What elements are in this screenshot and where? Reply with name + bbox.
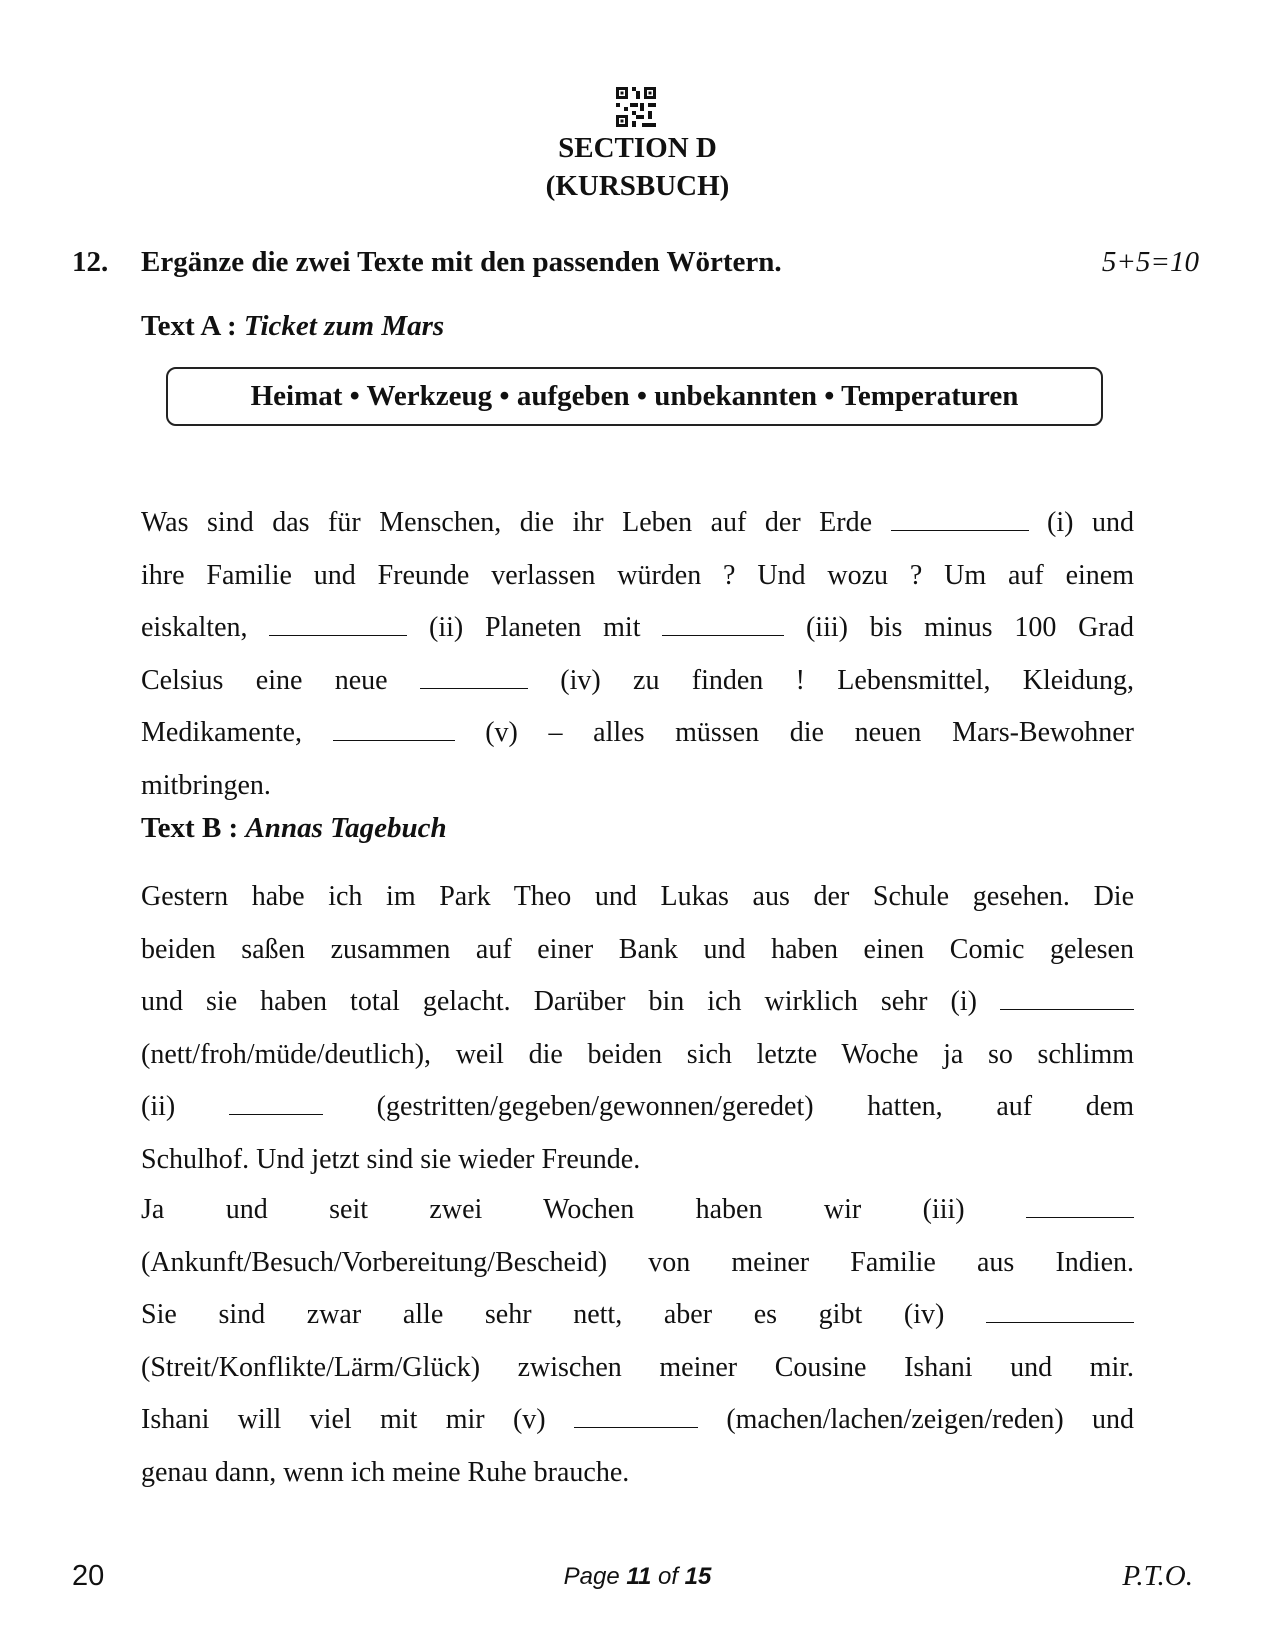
text-line: Schulhof. Und jetzt sind sie wieder Freunde. bbox=[141, 1143, 641, 1175]
blank-a-v[interactable] bbox=[333, 718, 455, 741]
text-a-heading bbox=[141, 310, 444, 343]
blank-a-i[interactable] bbox=[891, 508, 1029, 531]
text-line: Was sind das für Menschen, die ihr Leben auf der Erde (i) und bbox=[141, 507, 1134, 538]
paper-code: 20 bbox=[72, 1560, 105, 1592]
text-a-label: Text A : bbox=[141, 310, 237, 342]
word-box: Heimat • Werkzeug • aufgeben • unbekannten • Temperaturen bbox=[166, 367, 1103, 426]
text-line: (Streit/Konflikte/Lärm/Glück) zwischen meiner Cousine Ishani und mir. bbox=[141, 1351, 1134, 1383]
text-line: Ja und seit zwei Wochen haben wir (iii) bbox=[141, 1184, 1134, 1237]
blank-b-iv[interactable] bbox=[986, 1300, 1134, 1323]
text-line: beiden saßen zusammen auf einer Bank und haben einen Comic gelesen bbox=[141, 933, 1134, 965]
text-line: (ii) (gestritten/gegeben/gewonnen/geredet) hatten, auf dem bbox=[141, 1091, 1135, 1122]
text-b-label: Text B : bbox=[141, 812, 239, 844]
blank-b-ii[interactable] bbox=[229, 1092, 323, 1115]
text-b-paragraph-1 bbox=[141, 871, 1134, 1186]
text-line: mitbringen. bbox=[141, 769, 271, 801]
text-line: Celsius eine neue (iv) zu finden ! Lebensmittel, Kleidung, bbox=[141, 664, 1134, 696]
question-marks: 5+5=10 bbox=[1101, 246, 1199, 278]
text-b-title: Annas Tagebuch bbox=[245, 812, 447, 844]
text-line: Ishani will viel mit mir (v) (machen/lachen/zeigen/reden) und bbox=[141, 1404, 1135, 1435]
blank-a-iii[interactable] bbox=[662, 613, 784, 636]
blank-b-i[interactable] bbox=[1000, 987, 1134, 1010]
text-line: ihre Familie und Freunde verlassen würden ? Und wozu ? Um auf einem bbox=[141, 559, 1134, 591]
text-b-heading bbox=[141, 812, 447, 845]
text-line: und sie haben total gelacht. Darüber bin ich wirklich sehr (i) bbox=[141, 976, 1134, 1029]
text-line: eiskalten, (ii) Planeten mit (iii) bis minus 100 Grad bbox=[141, 612, 1135, 643]
blank-a-ii[interactable] bbox=[269, 613, 407, 636]
blank-b-v[interactable] bbox=[574, 1405, 698, 1428]
question-instruction: Ergänze die zwei Texte mit den passenden Wörtern. bbox=[141, 246, 782, 278]
text-line: Gestern habe ich im Park Theo und Lukas aus der Schule gesehen. Die bbox=[141, 881, 1134, 912]
text-line: Medikamente, (v) – alles müssen die neuen Mars-Bewohner bbox=[141, 717, 1135, 748]
text-line: Sie sind zwar alle sehr nett, aber es gibt (iv) bbox=[141, 1289, 1134, 1342]
section-title: SECTION D bbox=[558, 132, 717, 164]
page-number: Page 11 of 15 bbox=[563, 1563, 712, 1590]
section-subtitle: (KURSBUCH) bbox=[545, 170, 730, 202]
blank-b-iii[interactable] bbox=[1026, 1195, 1134, 1218]
text-b-paragraph-2 bbox=[141, 1184, 1134, 1499]
qr-code-icon bbox=[616, 87, 656, 127]
text-line: (nett/froh/müde/deutlich), weil die beiden sich letzte Woche ja so schlimm bbox=[141, 1038, 1134, 1070]
question-number: 12. bbox=[72, 246, 109, 278]
text-line: genau dann, wenn ich meine Ruhe brauche. bbox=[141, 1456, 630, 1488]
text-a-paragraph bbox=[141, 497, 1134, 812]
text-line: (Ankunft/Besuch/Vorbereitung/Bescheid) von meiner Familie aus Indien. bbox=[141, 1246, 1134, 1278]
text-a-title: Ticket zum Mars bbox=[243, 310, 445, 342]
blank-a-iv[interactable] bbox=[420, 666, 528, 689]
pto-label: P.T.O. bbox=[1122, 1560, 1193, 1592]
